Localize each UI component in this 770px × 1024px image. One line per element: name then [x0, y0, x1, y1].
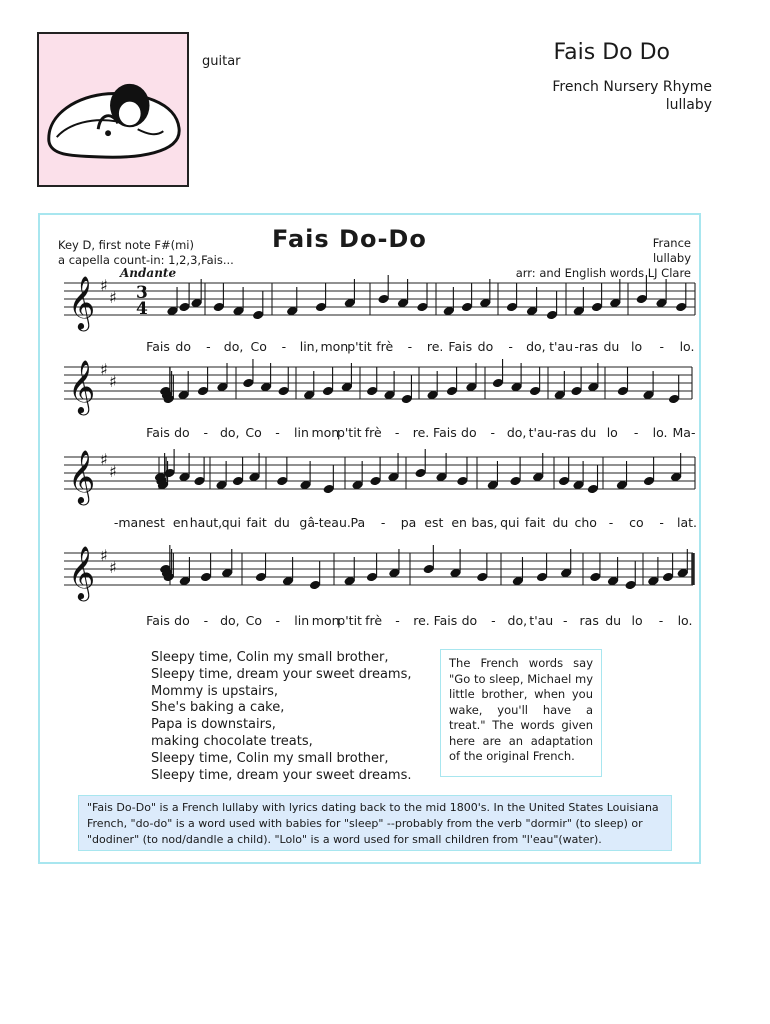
lyric-syllable: -: [395, 613, 400, 628]
lyric-line: [40, 339, 703, 359]
lyric-syllable: do: [461, 613, 478, 628]
treble-clef-icon: 𝄞: [68, 449, 96, 503]
lyric-syllable: Fais: [433, 613, 458, 628]
lyric-syllable: -: [562, 613, 568, 628]
sleeping-baby-icon: [39, 34, 187, 185]
lyric-syllable: lat.: [676, 515, 698, 530]
lyric-syllable: -: [203, 613, 209, 628]
verse-line: Sleepy time, dream your sweet dreams.: [151, 767, 412, 783]
sharp-icon: ♯: [109, 558, 117, 577]
lyric-syllable: du: [580, 425, 597, 440]
lyric-syllable: en: [451, 515, 467, 530]
lyric-syllable: lo.: [677, 613, 693, 628]
lyric-syllable: -: [490, 425, 495, 440]
song-title: Fais Do Do: [553, 40, 670, 65]
lyric-syllable: frè: [365, 613, 383, 628]
treble-clef-icon: 𝄞: [68, 545, 96, 599]
lyric-syllable: -: [659, 515, 664, 530]
lyric-line: [40, 425, 703, 445]
lyric-syllable: mon: [320, 339, 349, 354]
lyric-syllable: mon: [311, 613, 340, 628]
lyric-syllable: do: [461, 425, 477, 440]
treble-clef-icon: 𝄞: [68, 359, 96, 413]
verse-line: She's baking a cake,: [151, 700, 285, 716]
lyric-syllable: ras: [579, 613, 599, 628]
lyric-syllable: gâ: [299, 515, 316, 530]
lyric-syllable: do: [174, 613, 190, 628]
lyric-syllable: haut,: [189, 515, 223, 530]
lyric-syllable: re.: [412, 425, 430, 440]
lyric-syllable: Fais: [146, 613, 170, 628]
genre-label: lullaby: [652, 251, 691, 265]
lyric-line: [40, 613, 703, 633]
lyric-syllable: pa: [400, 515, 417, 530]
lyric-syllable: do,: [219, 425, 240, 440]
verse-line: Sleepy time, dream your sweet dreams,: [151, 666, 412, 682]
lyric-syllable: co: [629, 515, 644, 530]
lyric-syllable: -: [380, 515, 386, 530]
lyric-syllable: lo.: [679, 339, 695, 354]
lyric-syllable: lin: [294, 425, 309, 440]
lyric-syllable: -: [394, 425, 400, 440]
lyric-syllable: Fais: [146, 339, 170, 354]
sharp-icon: ♯: [100, 450, 108, 469]
lyric-syllable: Fais: [146, 425, 170, 440]
lyric-syllable: lo: [606, 425, 618, 440]
lyric-syllable: -: [608, 515, 614, 530]
lyric-syllable: Ma-: [672, 425, 696, 440]
lyric-syllable: re.: [413, 613, 430, 628]
lyric-syllable: Fais: [448, 339, 473, 354]
sharp-icon: ♯: [100, 360, 108, 379]
lyric-syllable: frè: [376, 339, 394, 354]
lyric-syllable: Co: [250, 339, 267, 354]
lyric-syllable: du: [605, 613, 622, 628]
lyric-syllable: t'au: [529, 613, 554, 628]
instrument-label: guitar: [202, 54, 241, 69]
verse-line: Sleepy time, Colin my small brother,: [151, 750, 389, 766]
lyric-syllable: qui: [500, 515, 520, 530]
tempo-marking: Andante: [120, 266, 177, 280]
lyric-syllable: -: [275, 425, 280, 440]
lyric-syllable: mon: [311, 425, 340, 440]
lyric-syllable: -: [659, 339, 665, 354]
lyric-syllable: Co: [245, 425, 262, 440]
lyric-syllable: qui: [221, 515, 241, 530]
lyric-syllable: du: [603, 339, 620, 354]
lyric-syllable: p'tit: [337, 613, 362, 628]
key-info: Key D, first note F#(mi): [58, 238, 194, 252]
lyric-syllable: -man: [113, 515, 147, 530]
lyric-syllable: -: [206, 339, 211, 354]
lyric-syllable: -: [407, 339, 413, 354]
lyric-syllable: do: [174, 425, 190, 440]
lyric-syllable: -: [508, 339, 513, 354]
sheet-title: Fais Do-Do: [272, 225, 427, 253]
lyric-syllable: t'au: [528, 425, 553, 440]
lyric-syllable: -: [203, 425, 209, 440]
verse-line: Sleepy time, Colin my small brother,: [151, 650, 389, 665]
lyric-syllable: Pa: [350, 515, 366, 530]
sharp-icon: ♯: [100, 276, 108, 295]
history-note: "Fais Do-Do" is a French lullaby with lyrics dating back to the mid 1800's. In the United States Louisiana French, "do-do" is a word used with babies for "sleep" --probably from the verb "dormir" (to sleep) or "dodiner" (to nod/dandle a child). "Lolo" is a word used for small children from "l'eau"(water).: [78, 795, 672, 851]
lyric-syllable: do,: [506, 425, 527, 440]
lyric-syllable: -: [658, 613, 664, 628]
country-label: France: [652, 236, 691, 250]
lyric-syllable: t'au: [549, 339, 574, 354]
verse-line: making chocolate treats,: [151, 733, 313, 749]
lyric-syllable: lo: [631, 613, 643, 628]
sharp-icon: ♯: [109, 462, 117, 481]
lyric-syllable: do: [175, 339, 191, 354]
lyric-syllable: frè: [364, 425, 382, 440]
english-verse: [151, 650, 411, 784]
lyric-syllable: Fais: [433, 425, 457, 440]
lyric-syllable: -ras: [574, 339, 599, 354]
lyric-syllable: -teau.: [314, 515, 351, 530]
lyric-syllable: est: [424, 515, 444, 530]
verse-line: Papa is downstairs,: [151, 717, 276, 733]
sharp-icon: ♯: [100, 546, 108, 565]
sheet-music-panel: [38, 213, 701, 864]
lyric-syllable: -: [491, 613, 496, 628]
lyric-line: [40, 515, 703, 535]
lyric-syllable: en: [172, 515, 189, 530]
song-genre: lullaby: [665, 97, 712, 113]
thumbnail-image: [37, 32, 189, 187]
lyric-syllable: est: [145, 515, 165, 530]
lyric-syllable: -: [275, 613, 281, 628]
translation-note: The French words say "Go to sleep, Michael my little brother, when you wake, you'll have a treat." The words given here are an adaptation of the original French.: [440, 649, 602, 777]
lyric-syllable: -ras: [552, 425, 577, 440]
lyric-syllable: p'tit: [336, 425, 362, 440]
lyric-syllable: du: [552, 515, 569, 530]
lyric-syllable: re.: [426, 339, 444, 354]
lyric-syllable: do: [477, 339, 494, 354]
lyric-syllable: lo.: [652, 425, 668, 440]
lyric-syllable: Co: [245, 613, 263, 628]
count-in-info: a capella count-in: 1,2,3,Fais...: [58, 253, 234, 267]
lyric-syllable: do,: [526, 339, 546, 354]
time-signature-top: 3: [136, 283, 148, 303]
arranger-label: arr: and English words LJ Clare: [515, 266, 691, 280]
sharp-icon: ♯: [109, 372, 117, 391]
lyric-syllable: fait: [246, 515, 267, 530]
lyric-syllable: do,: [223, 339, 244, 354]
lyric-syllable: do,: [507, 613, 528, 628]
lyric-syllable: do,: [220, 613, 240, 628]
lyric-syllable: -: [633, 425, 639, 440]
sharp-icon: ♯: [109, 288, 117, 307]
treble-clef-icon: 𝄞: [68, 275, 96, 329]
time-signature-bottom: 4: [136, 299, 148, 319]
verse-line: Mommy is upstairs,: [151, 683, 279, 699]
song-origin: French Nursery Rhyme: [552, 79, 712, 95]
lyric-syllable: lin,: [299, 339, 319, 354]
lyric-syllable: lin: [294, 613, 310, 628]
lyric-syllable: p'tit: [347, 339, 372, 354]
lyric-syllable: -: [281, 339, 287, 354]
lyric-syllable: cho: [574, 515, 597, 530]
lyric-syllable: bas,: [471, 515, 498, 530]
lyric-syllable: fait: [524, 515, 546, 530]
lyric-syllable: lo: [631, 339, 643, 354]
lyric-syllable: du: [273, 515, 290, 530]
